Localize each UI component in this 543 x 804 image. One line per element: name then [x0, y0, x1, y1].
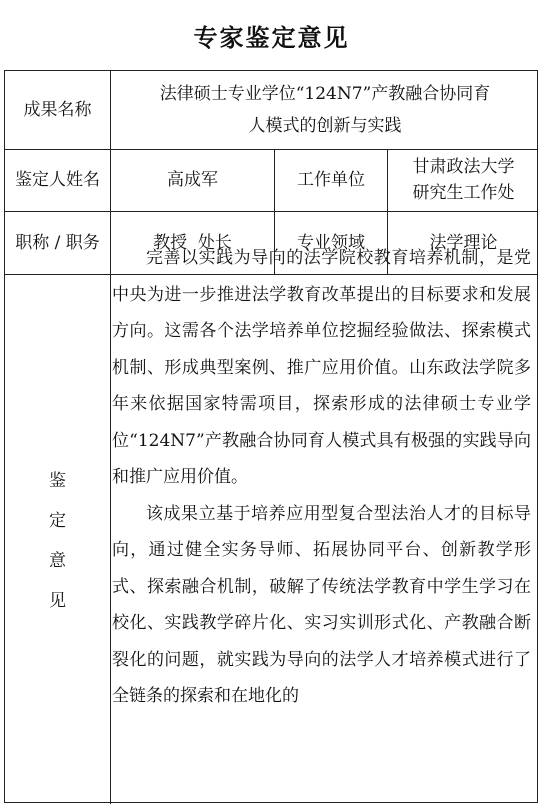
- opinion-label-char: 见: [49, 591, 66, 611]
- opinion-paragraph: 完善以实践为导向的法学院校教育培养机制，是党中央为进一步推进法学教育改革提出的目标要求和发展方向。这需各个法学培养单位挖掘经验做法、探索模式机制、形成典型案例、推广应用价值。山东政法学院多年来依据国家特需项目，探索形成的法律硕士专业学位“124N7”产教融合协同育人模式具有极强的实践导向和推广应用价值。: [112, 248, 531, 487]
- opinion-label-char: 鉴: [49, 471, 66, 491]
- job-title-label: 职称 / 职务: [15, 232, 100, 253]
- achievement-name-line: 法律硕士专业学位“124N7”产教融合协同育: [159, 84, 491, 104]
- specialty-label: 专业领域: [297, 232, 365, 253]
- opinion-paragraph: 该成果立基于培养应用型复合型法治人才的目标导向，通过健全实务导师、拓展协同平台、创新教学形式、探索融合机制，破解了传统法学教育中学生学习在校化、实践教学碎片化、实习实训形式化、产教融合断裂化的问题，就实践为导向的法学人才培养模式进行了全链条的探索和在地化的: [112, 503, 531, 706]
- achievement-name-label: 成果名称: [23, 100, 92, 120]
- opinion-label: [5, 441, 110, 641]
- appraiser-name-label: 鉴定人姓名: [15, 170, 100, 190]
- work-unit-label: 工作单位: [297, 170, 365, 190]
- work-unit-line: 研究生工作处: [412, 183, 515, 203]
- opinion-text: [112, 240, 531, 715]
- work-unit-line: 甘肃政法大学: [412, 157, 515, 177]
- achievement-name-line: 人模式的创新与实践: [248, 116, 402, 136]
- achievement-name-value: [111, 75, 539, 145]
- specialty-value: 法学理论: [429, 232, 498, 253]
- page-title: 专家鉴定意见: [193, 24, 350, 52]
- work-unit-value: [388, 149, 539, 211]
- opinion-label-char: 意: [49, 551, 66, 571]
- job-title-value: 教授 处长: [153, 232, 232, 253]
- opinion-label-char: 定: [49, 511, 66, 531]
- appraiser-name-value: 高成军: [167, 170, 218, 190]
